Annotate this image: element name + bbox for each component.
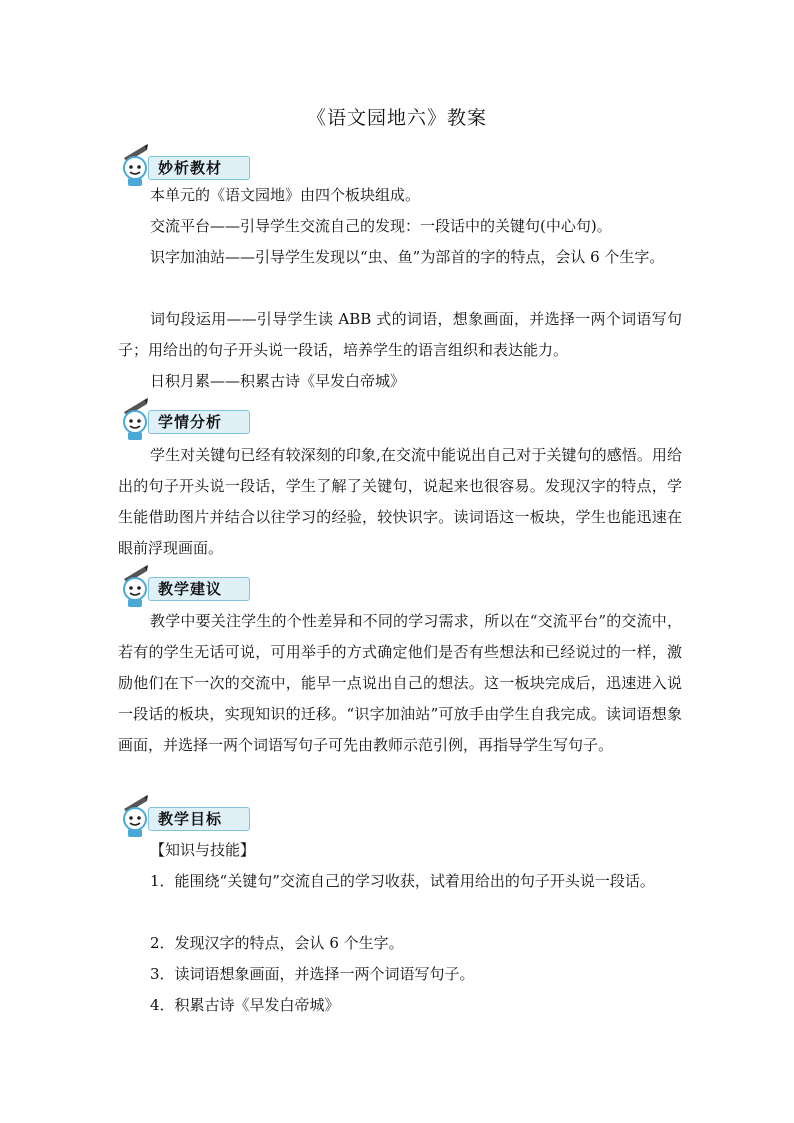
document-title: 《语文园地六》教案 bbox=[306, 107, 487, 129]
section-heading-learner-analysis bbox=[118, 398, 258, 442]
paragraph: 2．发现汉字的特点，会认 6 个生字。 bbox=[150, 934, 404, 952]
paragraph: 【知识与技能】 bbox=[150, 841, 256, 859]
section-heading-teaching-suggestions bbox=[118, 565, 258, 609]
paragraph: 词句段运用——引导学生读 ABB 式的词语，想象画面，并选择一两个词语写句子；用给出的句子开头说一段话，培养学生的语言组织和表达能力。 bbox=[118, 310, 682, 359]
paragraph: 1．能围绕“关键句”交流自己的学习收获，试着用给出的句子开头说一段话。 bbox=[150, 872, 655, 890]
paragraph: 本单元的《语文园地》由四个板块组成。 bbox=[150, 186, 421, 204]
section-heading-teaching-objectives bbox=[118, 795, 258, 839]
section-heading-label: 教学建议 bbox=[158, 580, 223, 598]
paragraph: 3．读词语想象画面，并选择一两个词语写句子。 bbox=[150, 965, 475, 983]
paragraph: 教学中要关注学生的个性差异和不同的学习需求，所以在“交流平台”的交流中，若有的学生无话可说，可用举手的方式确定他们是否有些想法和已经说过的一样，激励他们在下一次的交流中，能早一点说出自己的想法。这一板块完成后，迅速进入说一段话的板块，实现知识的迁移。“识字加油站”可放手由学生自我完成。读词语想象画面，并选择一两个词语写句子可先由教师示范引例，再指导学生写句子。 bbox=[118, 612, 682, 754]
section-heading-label: 教学目标 bbox=[158, 810, 223, 828]
paragraph: 4．积累古诗《早发白帝城》 bbox=[150, 996, 340, 1014]
paragraph: 日积月累——积累古诗《早发白帝城》 bbox=[150, 372, 406, 390]
section-heading-label: 学情分析 bbox=[158, 413, 223, 431]
section-heading-label: 妙析教材 bbox=[158, 159, 223, 177]
paragraph: 交流平台——引导学生交流自己的发现：一段话中的关键句(中心句)。 bbox=[150, 217, 612, 235]
paragraph: 学生对关键句已经有较深刻的印象,在交流中能说出自己对于关键句的感悟。用给出的句子开头说一段话，学生了解了关键句，说起来也很容易。发现汉字的特点，学生能借助图片并结合以往学习的经验，较快识字。读词语这一板块，学生也能迅速在眼前浮现画面。 bbox=[118, 446, 682, 557]
paragraph: 识字加油站——引导学生发现以“虫、鱼”为部首的字的特点，会认 6 个生字。 bbox=[150, 248, 665, 266]
